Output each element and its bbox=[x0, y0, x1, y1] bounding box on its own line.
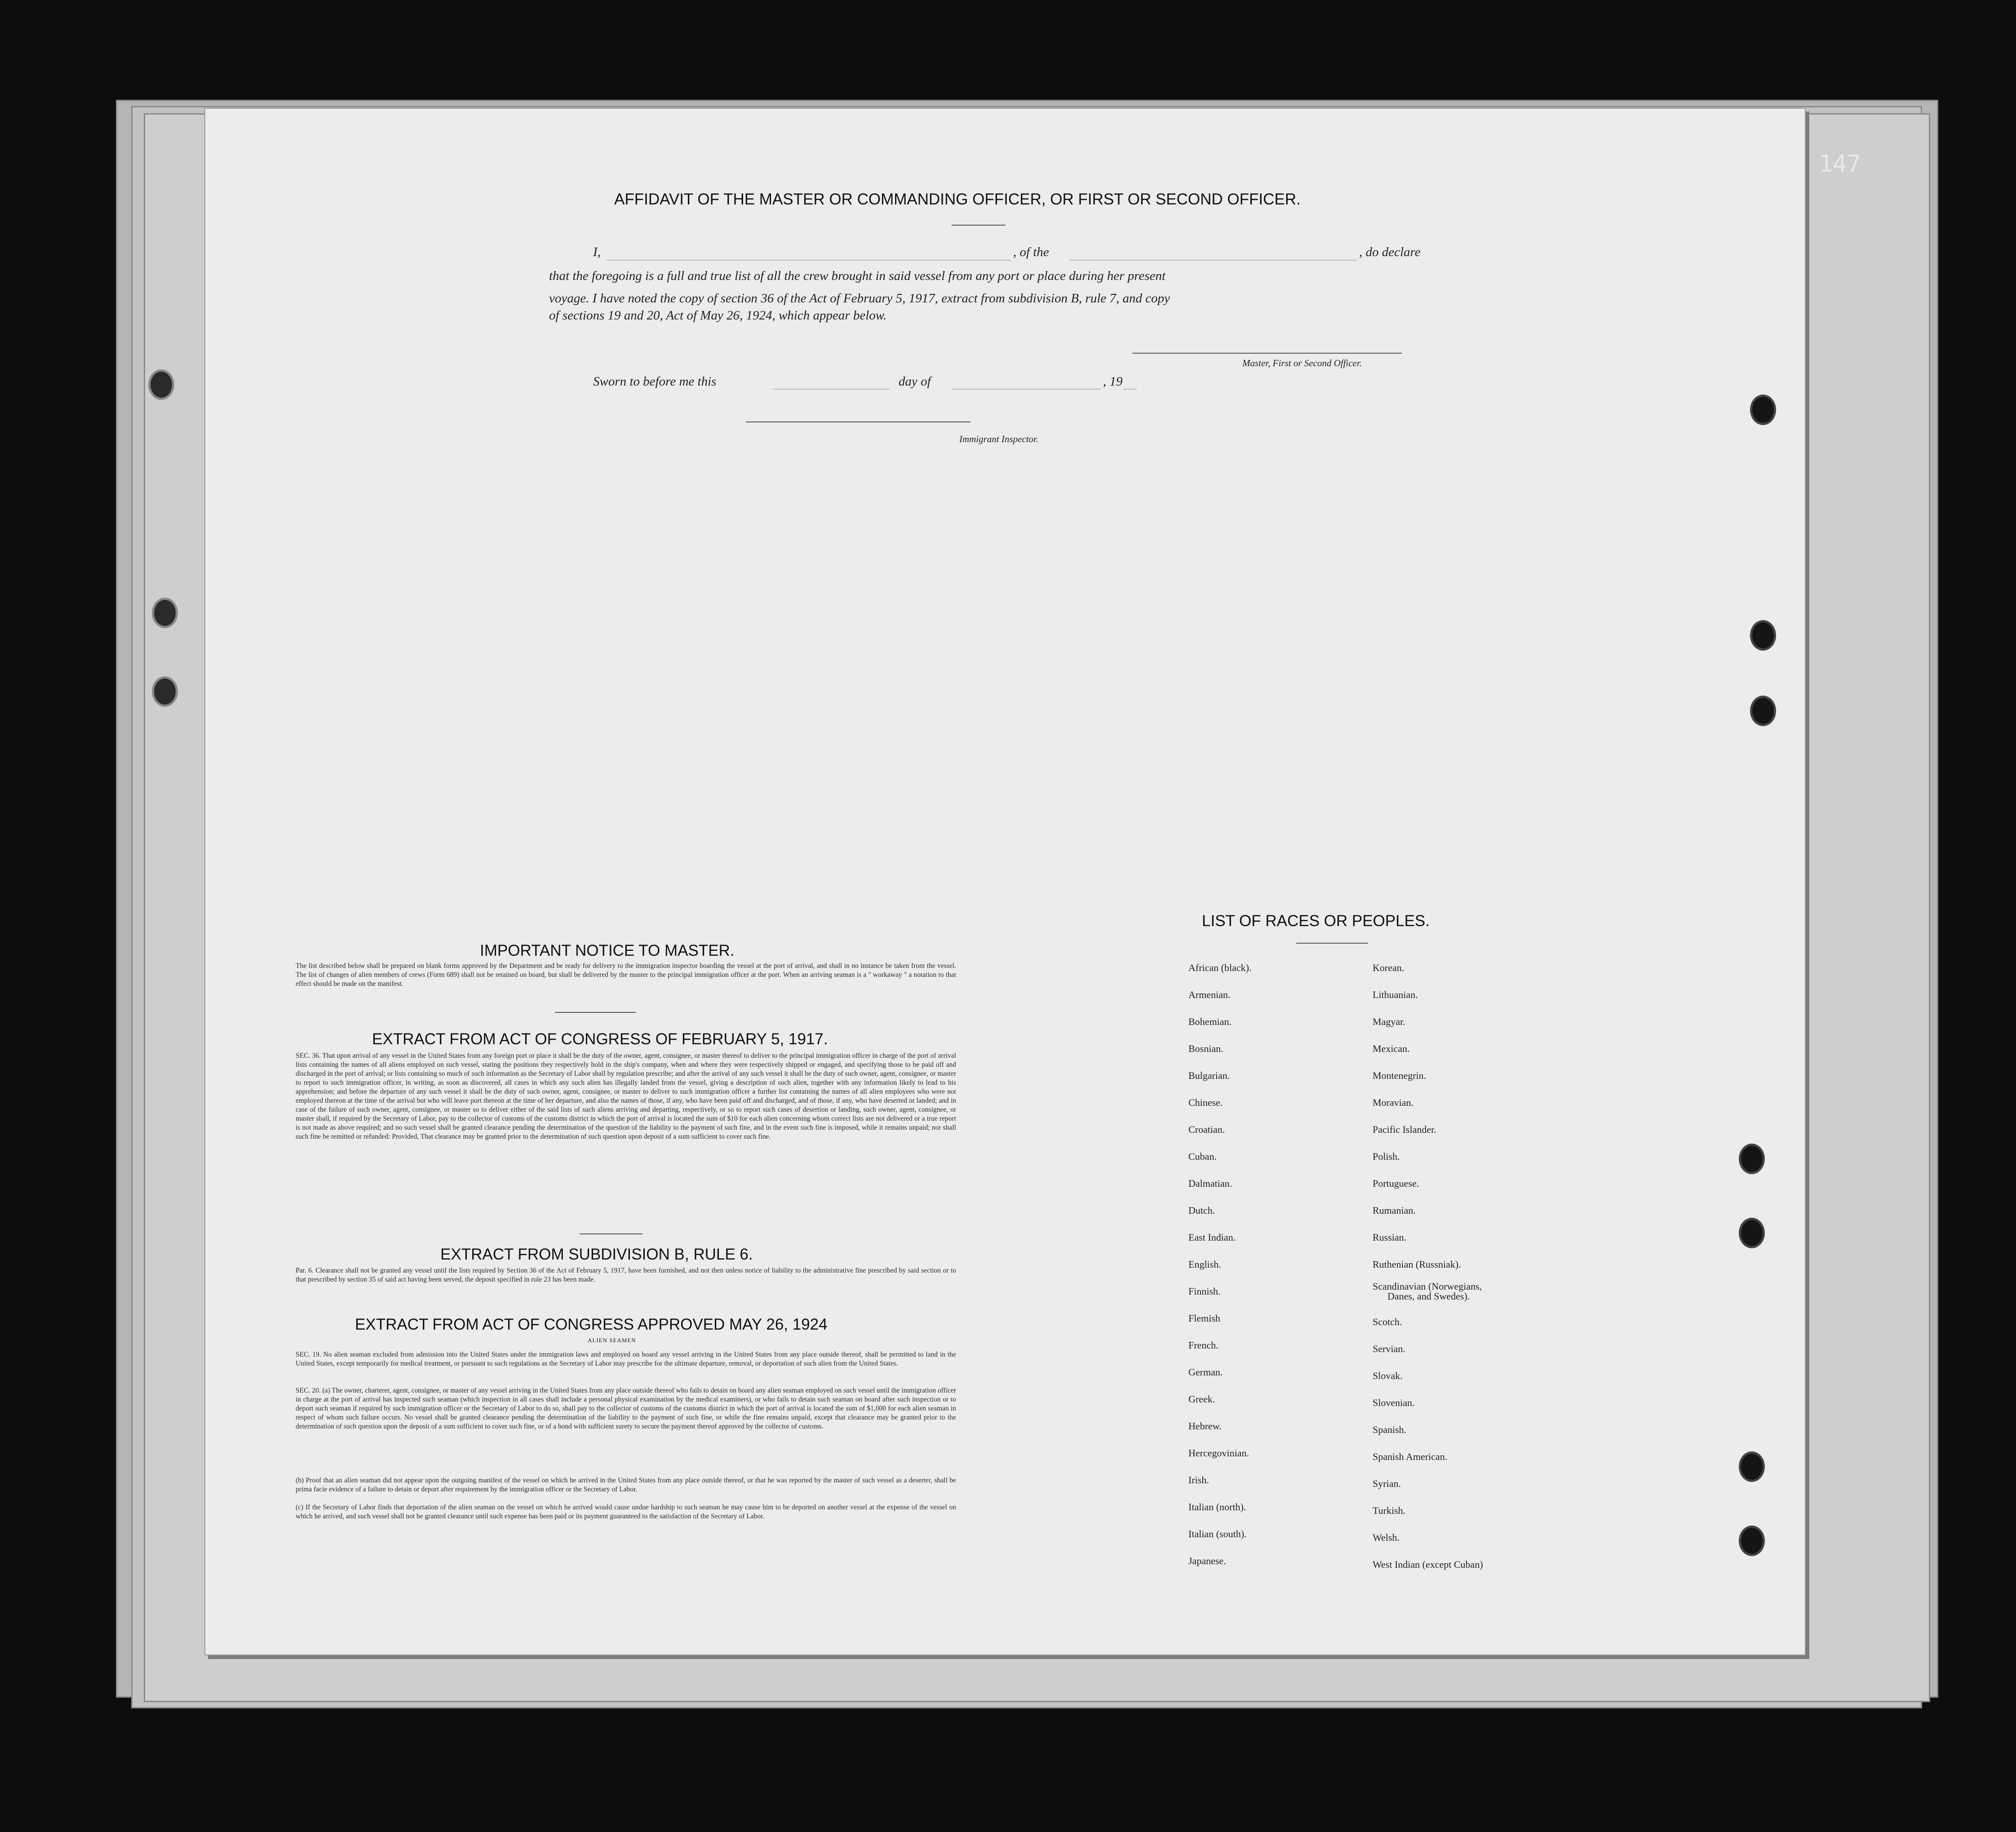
race-item: Croatian. bbox=[1188, 1124, 1225, 1135]
notice-text: The list described below shall be prepared on blank forms approved by the Department and be ready for delivery to the immigration inspector boarding the vessel at the port of arrival, and shall in no instance be taken from the vessel. The list of changes of alien members of crews (Form 689) shall not be retained on board, but shall be delivered by the master to the principal immigration officer at the port. When an arriving seaman is a " workaway " a notation to that effect should be made on the manifest. bbox=[296, 962, 956, 988]
race-item: Scotch. bbox=[1373, 1316, 1402, 1327]
divider bbox=[1296, 943, 1368, 944]
affidavit-i: I, bbox=[593, 245, 601, 259]
race-item: Rumanian. bbox=[1373, 1205, 1416, 1216]
extract2-text: Par. 6. Clearance shall not be granted any vessel until the lists required by Section 36 of the Act of February 5, 1917, have been furnished, and not then unless notice of liability to the administrative fine prescribed by said section or to that prescribed by section 35 of said act having been served, the deposit specified in rule 23 has been made. bbox=[296, 1267, 956, 1283]
race-item: English. bbox=[1188, 1259, 1221, 1270]
races-title: LIST OF RACES OR PEOPLES. bbox=[1202, 912, 1430, 930]
races-left-column bbox=[1188, 954, 1251, 1575]
race-item: African (black). bbox=[1188, 962, 1252, 973]
sworn-text: Sworn to before me this bbox=[593, 374, 717, 389]
affidavit-line2: that the foregoing is a full and true list of all the crew brought in said vessel from any port or place during her present bbox=[549, 269, 1166, 283]
race-item: Italian (north). bbox=[1188, 1501, 1246, 1513]
race-item: Pacific Islander. bbox=[1373, 1124, 1436, 1135]
race-item: German. bbox=[1188, 1366, 1223, 1378]
signature-line bbox=[1132, 353, 1402, 354]
year-text: , 19 bbox=[1103, 374, 1123, 389]
binder-hole bbox=[1750, 620, 1776, 651]
extract3-sec20c: (c) If the Secretary of Labor finds that deportation of the alien seaman on the vessel on which he arrived would cause undue hardship to such seaman he may cause him to be deported on another vessel at the expense of the vessel on which he arrived, and such vessel shall not be granted clearance until such expense has been paid or its payment guaranteed to the satisfaction of the Secretary of Labor. bbox=[296, 1504, 956, 1520]
binder-hole bbox=[152, 598, 178, 628]
race-item: East Indian. bbox=[1188, 1232, 1236, 1243]
page-number: 147 bbox=[1819, 151, 1861, 177]
divider bbox=[952, 225, 1006, 226]
master-label: Master, First or Second Officer. bbox=[1242, 358, 1362, 368]
extract1-text: SEC. 36. That upon arrival of any vessel in the United States from any foreign port or place it shall be the duty of the owner, agent, consignee, or master thereof to deliver to the principal immigration officer in charge of the port of arrival lists containing the names of all aliens employed on such vessel, stating the positions they respectively hold in the ship's company, when and where they were respectively shipped or engaged, and specifying those to be paid off and discharged in the port of arrival; or lists containing so much of such information as the Secretary of Labor shall by regulation prescribe; and after the arrival of any such vessel it shall be the duty of such owner, agent, consignee, or master to report to such immigration officer, in writing, as soon as discovered, all cases in which any such alien has illegally landed from the vessel, giving a description of such alien, together with any information likely to lead to his apprehension; and before the departure of any such vessel it shall be the duty of such owner, agent, consignee, or master to deliver to such immigration officer a further list containing the names of all alien employees who were not employed thereon at the time of the arrival but who will leave port thereon at the time of her departure, and also the names of those, if any, who have been paid off and discharged, and of those, if any, who have deserted or landed; and in case of the failure of such owner, agent, consignee, or master so to deliver either of the said lists of such aliens arriving and departing, respectively, or so to report such cases of desertion or landing, such owner, agent, consignee, or master shall, if required by the Secretary of Labor, pay to the collector of customs of the customs district in which the port of arrival is located the sum of $10 for each alien concerning whom correct lists are not delivered or a true report is not made as above required; and no such vessel shall be granted clearance pending the determination of the question of the liability to the payment of such fine, and in the event such fine is imposed, while it remains unpaid; nor shall such fine be remitted or refunded: Provided, That clearance may be granted prior to the determination of such question upon deposit of a sum sufficient to cover such fine. bbox=[296, 1052, 956, 1140]
extract3-sec20b: (b) Proof that an alien seaman did not appear upon the outgoing manifest of the vessel on which he arrived in the United States from any place outside thereof, or that he was reported by the master of such vessel as a deserter, shall be prima facie evidence of a failure to detain or deport after requirement by the immigration officer or the Secretary of Labor. bbox=[296, 1477, 956, 1493]
race-item: Syrian. bbox=[1373, 1478, 1401, 1489]
race-item: Scandinavian (Norwegians, Danes, and Swedes). bbox=[1373, 1281, 1482, 1302]
blank-line bbox=[607, 260, 1011, 261]
inspector-label: Immigrant Inspector. bbox=[959, 434, 1039, 444]
race-item: Polish. bbox=[1373, 1151, 1400, 1162]
race-item: Servian. bbox=[1373, 1343, 1405, 1354]
notice-title: IMPORTANT NOTICE TO MASTER. bbox=[480, 942, 735, 959]
race-item: Lithuanian. bbox=[1373, 989, 1418, 1000]
race-item: French. bbox=[1188, 1340, 1218, 1351]
race-item: Spanish American. bbox=[1373, 1451, 1448, 1462]
day-of-text: day of bbox=[899, 374, 931, 389]
blank-line bbox=[773, 389, 890, 390]
extract3-title: EXTRACT FROM ACT OF CONGRESS APPROVED MAY 26, 1924 bbox=[355, 1316, 828, 1333]
race-item: Spanish. bbox=[1373, 1424, 1407, 1435]
race-item: Moravian. bbox=[1373, 1097, 1414, 1108]
race-item: Flemish bbox=[1188, 1313, 1220, 1324]
races-right-column bbox=[1373, 954, 1483, 1578]
divider bbox=[580, 1233, 642, 1234]
race-item: Dalmatian. bbox=[1188, 1178, 1232, 1189]
race-item: Greek. bbox=[1188, 1393, 1215, 1405]
affidavit-declare: , do declare bbox=[1359, 245, 1421, 259]
race-item: Bosnian. bbox=[1188, 1043, 1223, 1054]
affidavit-line3: voyage. I have noted the copy of section 36 of the Act of February 5, 1917, extract from subdivision B, rule 7, and copy bbox=[549, 291, 1170, 306]
blank-line bbox=[1123, 389, 1137, 390]
affidavit-line4: of sections 19 and 20, Act of May 26, 1924, which appear below. bbox=[549, 308, 887, 323]
race-item: Irish. bbox=[1188, 1474, 1209, 1486]
binder-hole bbox=[1750, 395, 1776, 425]
race-item: Portuguese. bbox=[1373, 1178, 1419, 1189]
divider bbox=[555, 1012, 636, 1013]
binder-hole bbox=[152, 676, 178, 707]
race-item: Bulgarian. bbox=[1188, 1070, 1230, 1081]
binder-hole bbox=[1739, 1451, 1765, 1482]
binder-hole bbox=[148, 369, 174, 400]
extract3-subtitle: ALIEN SEAMEN bbox=[588, 1337, 636, 1344]
race-item: Italian (south). bbox=[1188, 1528, 1247, 1539]
race-item: Bohemian. bbox=[1188, 1016, 1232, 1027]
binder-hole bbox=[1739, 1526, 1765, 1556]
race-item: Montenegrin. bbox=[1373, 1070, 1427, 1081]
race-item: Magyar. bbox=[1373, 1016, 1405, 1027]
race-item: Armenian. bbox=[1188, 989, 1231, 1000]
race-item: Welsh. bbox=[1373, 1532, 1400, 1543]
race-item: Dutch. bbox=[1188, 1205, 1215, 1216]
race-item: Chinese. bbox=[1188, 1097, 1223, 1108]
binder-hole bbox=[1739, 1144, 1765, 1174]
extract3-sec20a: SEC. 20. (a) The owner, charterer, agent, consignee, or master of any vessel arriving in the United States from any place outside thereof who fails to detain on board any alien seaman employed on such vessel until the immigration officer in charge at the port of arrival has inspected such seaman (which inspection in all cases shall include a personal physical examination by the medical examiners), or who fails to detain such seaman on board after such inspection or to deport such seaman if required by such immigration officer or the Secretary of Labor to do so, shall pay to the collector of customs of the customs district in which the port of arrival is located the sum of $1,000 for each alien seaman in respect of whom such failure occurs. No vessel shall be granted clearance pending the determination of the liability to the payment of such fine, or while the fine remains unpaid, except that clearance may be granted prior to the determination of such question upon the deposit of a sum sufficient to cover such fine, or of a bond with sufficient surety to secure the payment thereof approved by the collector of customs. bbox=[296, 1387, 956, 1430]
race-item: Russian. bbox=[1373, 1232, 1407, 1243]
binder-hole bbox=[1750, 696, 1776, 726]
race-item: Finnish. bbox=[1188, 1286, 1221, 1297]
signature-line bbox=[746, 421, 970, 422]
binder-hole bbox=[1739, 1218, 1765, 1248]
race-item: Japanese. bbox=[1188, 1555, 1226, 1566]
blank-line bbox=[1069, 260, 1357, 261]
race-item: Slovak. bbox=[1373, 1370, 1403, 1381]
affidavit-title: AFFIDAVIT OF THE MASTER OR COMMANDING OFFICER, OR FIRST OR SECOND OFFICER. bbox=[614, 191, 1301, 208]
extract3-sec19: SEC. 19. No alien seaman excluded from admission into the United States under the immigration laws and employed on board any vessel arriving in the United States from any place outside thereof, shall be permitted to land in the United States, except temporarily for medical treatment, or pursuant to such regulations as the Secretary of Labor may prescribe for the ultimate departure, removal, or deportation of such alien from the United States. bbox=[296, 1351, 956, 1367]
race-item: Hebrew. bbox=[1188, 1420, 1222, 1432]
race-item: Turkish. bbox=[1373, 1505, 1406, 1516]
blank-line bbox=[953, 389, 1101, 390]
race-item: Cuban. bbox=[1188, 1151, 1217, 1162]
race-item: Slovenian. bbox=[1373, 1397, 1415, 1408]
affidavit-of-the: , of the bbox=[1013, 245, 1049, 259]
extract1-title: EXTRACT FROM ACT OF CONGRESS OF FEBRUARY 5, 1917. bbox=[372, 1030, 828, 1048]
race-item: Hercegovinian. bbox=[1188, 1447, 1249, 1459]
race-item: Korean. bbox=[1373, 962, 1405, 973]
race-item: West Indian (except Cuban) bbox=[1373, 1559, 1483, 1570]
race-item: Mexican. bbox=[1373, 1043, 1410, 1054]
race-item: Ruthenian (Russniak). bbox=[1373, 1259, 1461, 1270]
extract2-title: EXTRACT FROM SUBDIVISION B, RULE 6. bbox=[440, 1246, 753, 1263]
